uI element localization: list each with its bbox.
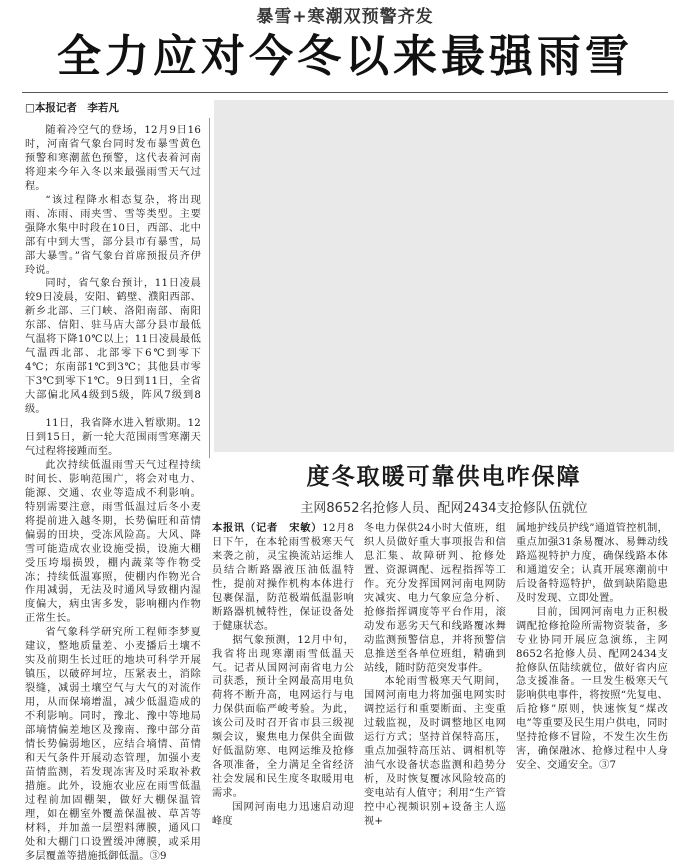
article1-paragraph: 随着冷空气的登场，12月9日16时，河南省气象台同时发布暴雪黄色预警和寒潮蓝色预警，这代表着河南将迎来今年入冬以来最强雨雪天气过程。 — [25, 125, 201, 192]
article2-paragraph: 本轮雨雪极寒天气期间，国网河南电力将加强电网实时调控运行和重要断面、主变重过载监视，及时调整地区电网运行方式；坚持首保特高压，重点加强特高压站、调相机等油气水设备状态监测和趋势分析，及时恢复覆冰风险较高的变电站有人值守；利用“生产管控中心视频识别+设备主人巡视+ — [364, 676, 506, 828]
top-divider — [22, 92, 668, 93]
article1-paragraph: 11日，我省降水进入暂歇期。12日到15日，新一轮大范围雨雪寒潮天气过程将接踵而至。 — [25, 418, 201, 457]
photo-area — [214, 100, 674, 452]
article2-paragraph: 属地护线员护线”通道管控机制，重点加强31条易覆冰、易舞动线路巡视特护力度，确保线路本体和通道安全；认真开展寒潮前中后设备特巡特护，做到缺陷隐患及时发现、立即处置。 — [516, 523, 668, 604]
article2-paragraph: 据气象预测，12月中旬，我省将出现寒潮雨雪低温天气。记者从国网河南省电力公司获悉，预计全网最高用电负荷将不断升高，电网运行与电力保供面临严峻考验。为此，该公司及时召开省市县三级视频会议，聚焦电力保供全面做好低温防寒、电网运维及抢修各项准备，全力满足全省经济社会发展和民生度冬取暖用电需求。 — [212, 634, 354, 800]
column-divider — [209, 118, 210, 458]
article1-paragraph: 此次持续低温雨雪天气过程持续时间长、影响范围广，将会对电力、能源、交通、农业等造成不利影响。特别需要注意，雨雪低温过后冬小麦将提前进入越冬期，长势偏旺和苗情偏弱的田块，受冻风险高。大风、降雪可能造成农业设施受损，设施大棚受压垮塌损毁，棚内蔬菜等作物受冻；持续低温寡照，使棚内作物光合作用减弱，无法及时通风导致棚内湿度偏大，病虫害多发，影响棚内作物正常生长。 — [25, 459, 201, 625]
kicker-headline: 暴雪+寒潮双预警齐发 — [256, 7, 434, 27]
article2-paragraph: 国网河南电力迅速启动迎峰度 — [212, 802, 354, 828]
article1-paragraph: “该过程降水相态复杂，将出现雨、冻雨、雨夹雪、雪等类型。主要强降水集中时段在10日，西部、北中部有中到大雪，部分县市有暴雪，局部大暴雪。”省气象台首席预报员齐伊玲说。 — [25, 194, 201, 276]
article1-paragraph: 省气象科学研究所工程师李梦夏建议，整地质量差、小麦播后土壤不实及前期生长过旺的地块可科学开展镇压，以破碎坷垃，压紧表土，消除裂缝，减弱土壤空气与大气的对流作用，从而保墒增温，减少低温造成的不利影响。同时，豫北、豫中等地局部墒情偏差地区及豫南、豫中部分苗情长势偏弱地区，应结合墒情、苗情和天气条件开展动态管理，加强小麦苗情监测，若发现冻害及时采取补救措施。此外，设施农业应在雨雪低温过程前加固棚架，做好大棚保温管理，如在棚室外覆盖保温被、草苫等材料，并加盖一层塑料薄膜，通风口处和大棚门口设置缓冲薄膜，或采用多层覆盖等措施抵御低温。③9 — [25, 627, 201, 862]
article1-byline: □本报记者 李若凡 — [25, 102, 119, 114]
article2-deck: 主网8652名抢修人员、配网2434支抢修队伍就位 — [300, 501, 588, 516]
article2-paragraph: 目前，国网河南电力正积极调配抢修抢险所需物资装备，多专业协同开展应急演练，主网8652名抢修人员、配网2434支抢修队伍陆续就位，做好省内应急支援准备。一旦发生极寒天气影响供电事件，将按照“先复电、后抢修”原则，快速恢复“煤改电”等重要及民生用户供电，同时坚持抢修不冒险，不发生次生伤害，确保融冰、抢修过程中人身安全、交通安全。③7 — [516, 606, 668, 772]
article1-column — [25, 124, 201, 862]
article2-paragraph: 冬电力保供24小时大值班，组织人员做好重大事项报告和信息汇集、故障研判、抢修处置、资源调配、远程指挥等工作。充分发挥国网河南电网防灾减灾、电力气象应急分析、抢修指挥调度等平台作用，滚动发布恶劣天气和线路覆冰舞动监测预警信息，并将预警信息推送至各单位班组，精确到站线，随时防范突发事件。 — [364, 523, 506, 674]
article2-column-3 — [516, 522, 668, 780]
article2-column-1 — [212, 522, 354, 828]
article1-paragraph: 同时，省气象台预计，11日凌晨较9日凌晨，安阳、鹤壁、濮阳西部、新乡北部、三门峡、洛阳南部、南阳东部、信阳、驻马店大部分县市最低气温将下降10℃以上；11日凌晨最低气温西北部、北部零下6℃到零下4℃；东南部1℃到3℃；其他县市零下3℃到零下1℃。9日到11日，全省大部偏北风4级到5级，阵风7级到8级。 — [25, 278, 201, 416]
article2-title: 度冬取暖可靠供电咋保障 — [306, 464, 582, 490]
article2-byline: 本报讯（记者 宋敏） — [212, 522, 323, 534]
article2-paragraph: 本报讯（记者 宋敏）12月8日下午，在本轮雨雪极寒天气来袭之前，灵宝换流站运维人员结合断路器液压油低温特性，提前对操作机构本体进行包裹保温，防范极端低温影响断路器机械特性，保证设备处于健康状态。 — [212, 522, 354, 632]
article2-column-2 — [364, 522, 506, 828]
main-headline: 全力应对今冬以来最强雨雪 — [57, 31, 633, 82]
